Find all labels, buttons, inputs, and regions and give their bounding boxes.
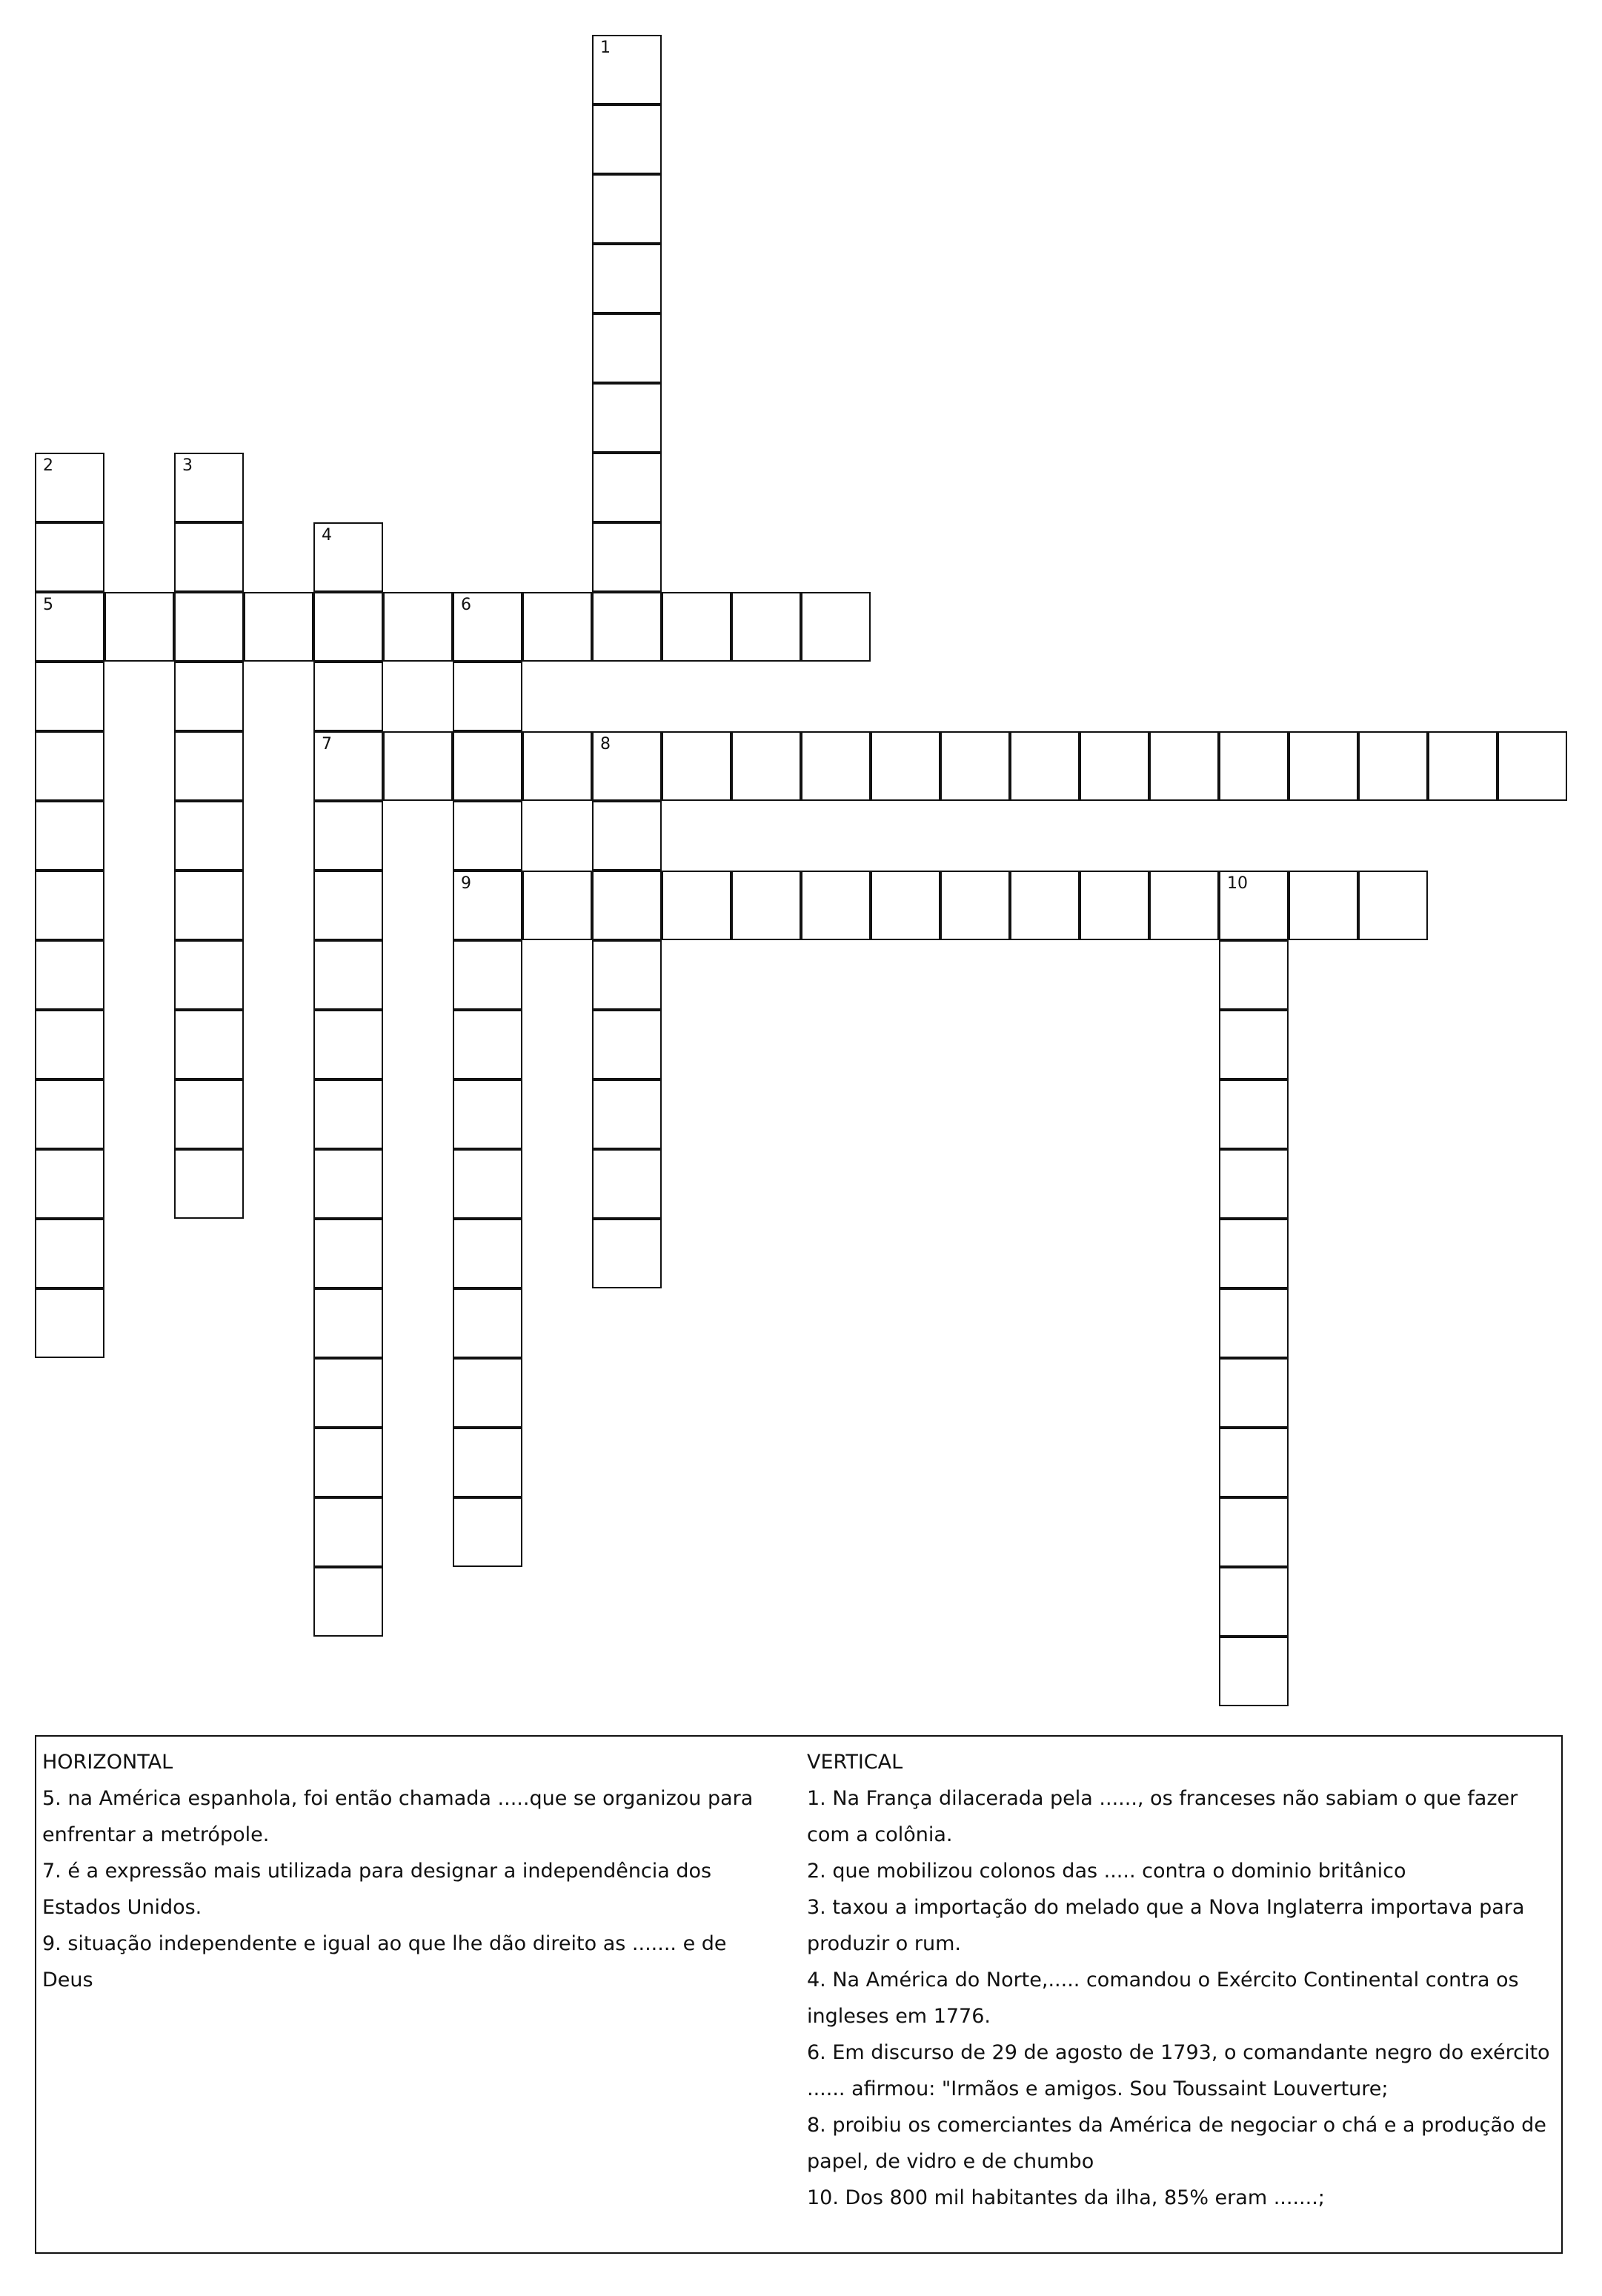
grid-cell[interactable] (453, 1428, 522, 1497)
vertical-heading: VERTICAL (807, 1751, 903, 1774)
cell-number: 10 (1227, 874, 1248, 893)
grid-cell[interactable] (592, 801, 662, 871)
grid-cell[interactable] (453, 662, 522, 731)
cell-number: 4 (322, 526, 332, 545)
grid-cell[interactable] (522, 871, 592, 940)
grid-cell[interactable] (1219, 1358, 1289, 1428)
grid-cell[interactable] (313, 1149, 383, 1219)
grid-cell[interactable] (174, 592, 244, 662)
grid-cell[interactable] (1428, 731, 1498, 801)
grid-cell[interactable] (592, 1079, 662, 1149)
clue-horizontal-9: 9. situação independente e igual ao que lhe dão direito as ....... e de Deus (42, 1932, 727, 1991)
grid-cell[interactable] (1358, 871, 1428, 940)
grid-cell[interactable] (174, 1149, 244, 1219)
clue-vertical-8: 8. proibiu os comerciantes da América de negociar o chá e a produção de papel, de vidro e de chumbo (807, 2114, 1546, 2173)
grid-cell[interactable] (801, 592, 871, 662)
grid-cell[interactable] (592, 453, 662, 522)
clue-vertical-1: 1. Na França dilacerada pela ......, os franceses não sabiam o que fazer com a colônia. (807, 1787, 1518, 1846)
grid-cell[interactable] (731, 731, 801, 801)
grid-cell[interactable] (453, 1219, 522, 1288)
cell-number: 6 (461, 596, 471, 614)
grid-cell[interactable] (35, 1288, 104, 1358)
horizontal-clues (42, 1744, 783, 1998)
grid-cell[interactable] (1358, 731, 1428, 801)
grid-cell[interactable] (174, 801, 244, 871)
grid-cell[interactable] (592, 522, 662, 592)
grid-cell[interactable] (313, 871, 383, 940)
grid-cell[interactable] (592, 35, 662, 104)
grid-cell[interactable] (592, 313, 662, 383)
grid-cell[interactable] (313, 1288, 383, 1358)
grid-cell[interactable] (244, 592, 313, 662)
grid-cell[interactable] (313, 1219, 383, 1288)
cell-number: 5 (43, 596, 53, 614)
grid-cell[interactable] (1219, 1149, 1289, 1219)
cell-number: 1 (600, 39, 611, 57)
grid-cell[interactable] (174, 731, 244, 801)
grid-cell[interactable] (453, 1149, 522, 1219)
grid-cell[interactable] (313, 522, 383, 592)
grid-cell[interactable] (35, 662, 104, 731)
grid-cell[interactable] (1219, 731, 1289, 801)
grid-cell[interactable] (35, 871, 104, 940)
grid-cell[interactable] (313, 731, 383, 801)
grid-cell[interactable] (1219, 1428, 1289, 1497)
grid-cell[interactable] (1219, 1288, 1289, 1358)
grid-cell[interactable] (1219, 1219, 1289, 1288)
grid-cell[interactable] (1149, 871, 1219, 940)
grid-cell[interactable] (453, 871, 522, 940)
grid-cell[interactable] (174, 522, 244, 592)
cell-number: 9 (461, 874, 471, 893)
clue-vertical-2: 2. que mobilizou colonos das ..... contra o dominio britânico (807, 1860, 1406, 1883)
clue-horizontal-5: 5. na América espanhola, foi então chamada .....que se organizou para enfrentar a metrópole. (42, 1787, 754, 1846)
grid-cell[interactable] (1080, 871, 1149, 940)
grid-cell[interactable] (35, 940, 104, 1010)
grid-cell[interactable] (1219, 1079, 1289, 1149)
cell-number: 8 (600, 735, 611, 753)
grid-cell[interactable] (313, 1010, 383, 1079)
clue-vertical-6: 6. Em discurso de 29 de agosto de 1793, o comandante negro do exército ...... afirmou: "Irmãos e amigos. Sou Toussaint Louverture; (807, 2041, 1550, 2100)
grid-cell[interactable] (313, 1358, 383, 1428)
clue-vertical-4: 4. Na América do Norte,..... comandou o Exército Continental contra os ingleses em 1776. (807, 1969, 1519, 2028)
cell-number: 2 (43, 456, 53, 475)
grid-cell[interactable] (522, 731, 592, 801)
grid-cell[interactable] (592, 871, 662, 940)
grid-cell[interactable] (871, 731, 940, 801)
grid-cell[interactable] (313, 1567, 383, 1637)
grid-cell[interactable] (35, 1079, 104, 1149)
vertical-clues (807, 1744, 1555, 2216)
grid-cell[interactable] (1010, 871, 1080, 940)
grid-cell[interactable] (592, 592, 662, 662)
grid-cell[interactable] (313, 1428, 383, 1497)
grid-cell[interactable] (731, 871, 801, 940)
grid-cell[interactable] (453, 731, 522, 801)
grid-cell[interactable] (313, 940, 383, 1010)
grid-cell[interactable] (940, 871, 1010, 940)
grid-cell[interactable] (662, 871, 731, 940)
grid-cell[interactable] (1080, 731, 1149, 801)
grid-cell[interactable] (35, 592, 104, 662)
grid-cell[interactable] (174, 662, 244, 731)
grid-cell[interactable] (313, 1497, 383, 1567)
grid-cell[interactable] (453, 1288, 522, 1358)
grid-cell[interactable] (1219, 871, 1289, 940)
grid-cell[interactable] (731, 592, 801, 662)
grid-cell[interactable] (35, 453, 104, 522)
grid-cell[interactable] (592, 104, 662, 174)
clue-vertical-10: 10. Dos 800 mil habitantes da ilha, 85% eram .......; (807, 2186, 1325, 2209)
grid-cell[interactable] (522, 592, 592, 662)
grid-cell[interactable] (313, 801, 383, 871)
cell-number: 3 (182, 456, 193, 475)
grid-cell[interactable] (940, 731, 1010, 801)
grid-cell[interactable] (313, 1079, 383, 1149)
grid-cell[interactable] (662, 731, 731, 801)
grid-cell[interactable] (1219, 1567, 1289, 1637)
grid-cell[interactable] (801, 871, 871, 940)
grid-cell[interactable] (871, 871, 940, 940)
grid-cell[interactable] (1149, 731, 1219, 801)
cell-number: 7 (322, 735, 332, 753)
grid-cell[interactable] (35, 522, 104, 592)
clue-horizontal-7: 7. é a expressão mais utilizada para designar a independência dos Estados Unidos. (42, 1860, 712, 1919)
grid-cell[interactable] (35, 1219, 104, 1288)
grid-cell[interactable] (383, 592, 453, 662)
grid-cell[interactable] (801, 731, 871, 801)
grid-cell[interactable] (35, 731, 104, 801)
grid-cell[interactable] (174, 453, 244, 522)
grid-cell[interactable] (174, 1079, 244, 1149)
grid-cell[interactable] (592, 940, 662, 1010)
grid-cell[interactable] (383, 731, 453, 801)
grid-cell[interactable] (592, 1219, 662, 1288)
grid-cell[interactable] (1219, 940, 1289, 1010)
grid-cell[interactable] (1289, 731, 1358, 801)
horizontal-heading: HORIZONTAL (42, 1751, 173, 1774)
grid-cell[interactable] (1289, 871, 1358, 940)
grid-cell[interactable] (1219, 1497, 1289, 1567)
grid-cell[interactable] (104, 592, 174, 662)
clues-box (35, 1735, 1563, 2254)
grid-cell[interactable] (453, 940, 522, 1010)
grid-cell[interactable] (35, 801, 104, 871)
grid-cell[interactable] (1219, 1637, 1289, 1706)
grid-cell[interactable] (313, 592, 383, 662)
grid-cell[interactable] (453, 801, 522, 871)
grid-cell[interactable] (35, 1149, 104, 1219)
grid-cell[interactable] (592, 731, 662, 801)
grid-cell[interactable] (313, 662, 383, 731)
grid-cell[interactable] (35, 1010, 104, 1079)
grid-cell[interactable] (453, 1010, 522, 1079)
grid-cell[interactable] (453, 1079, 522, 1149)
grid-cell[interactable] (592, 1010, 662, 1079)
grid-cell[interactable] (592, 174, 662, 244)
grid-cell[interactable] (662, 592, 731, 662)
grid-cell[interactable] (1498, 731, 1567, 801)
grid-cell[interactable] (174, 940, 244, 1010)
grid-cell[interactable] (453, 1497, 522, 1567)
grid-cell[interactable] (592, 244, 662, 313)
clue-vertical-3: 3. taxou a importação do melado que a Nova Inglaterra importava para produzir o rum. (807, 1896, 1525, 1955)
grid-cell[interactable] (174, 1010, 244, 1079)
grid-cell[interactable] (174, 871, 244, 940)
grid-cell[interactable] (453, 1358, 522, 1428)
grid-cell[interactable] (453, 592, 522, 662)
grid-cell[interactable] (592, 383, 662, 453)
grid-cell[interactable] (592, 1149, 662, 1219)
grid-cell[interactable] (1010, 731, 1080, 801)
grid-cell[interactable] (1219, 1010, 1289, 1079)
